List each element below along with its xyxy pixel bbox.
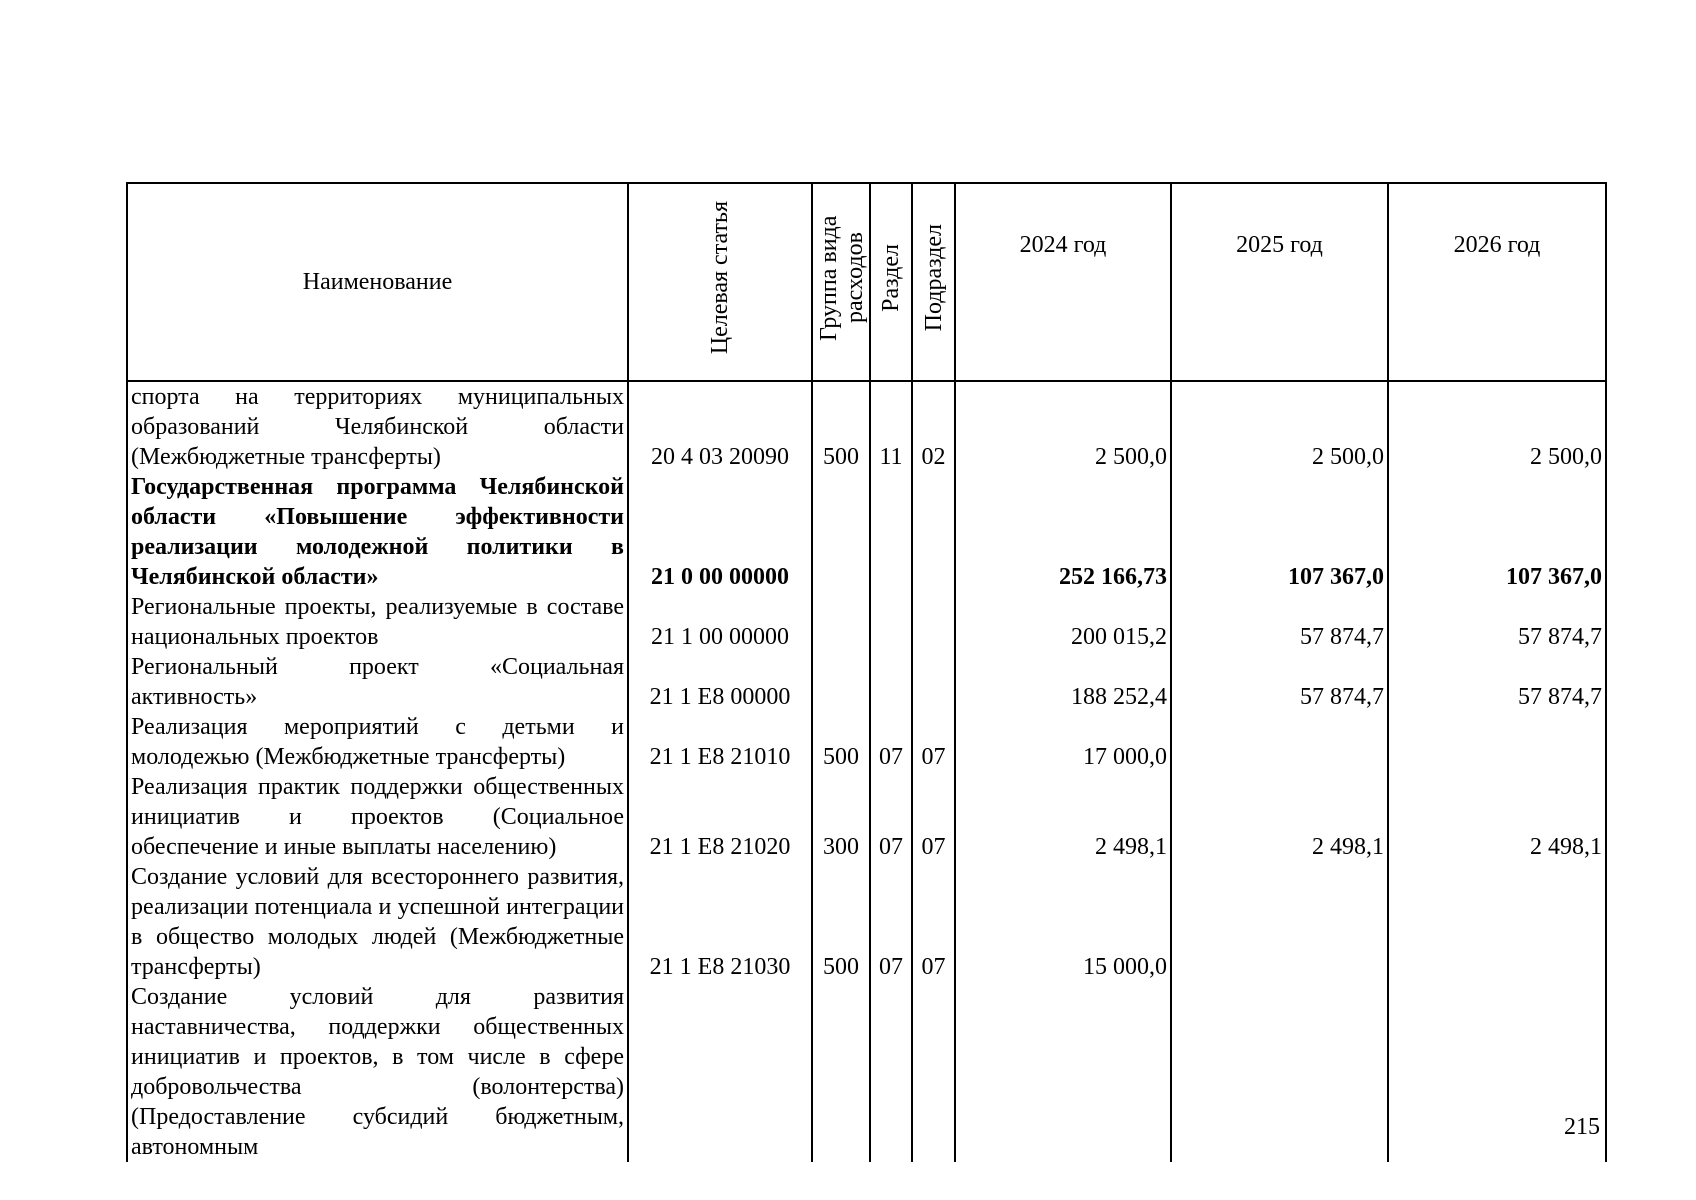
header-section: Раздел	[870, 183, 912, 381]
table-row	[127, 472, 1606, 592]
row-target-article: 21 1 Е8 00000	[628, 652, 812, 712]
row-expense-group: 500	[812, 381, 870, 472]
row-target-article: 21 1 Е8 21010	[628, 712, 812, 772]
row-2026: 2 498,1	[1388, 772, 1606, 862]
row-2026: 107 367,0	[1388, 472, 1606, 592]
table-row	[127, 652, 1606, 712]
row-2026: 57 874,7	[1388, 652, 1606, 712]
row-target-article	[628, 982, 812, 1162]
row-name: Региональные проекты, реализуемые в составе национальных проектов	[127, 592, 628, 652]
header-subsection: Подраздел	[912, 183, 955, 381]
row-expense-group: 500	[812, 862, 870, 982]
row-name: Создание условий для всестороннего развития, реализации потенциала и успешной интеграции в общество молодых людей (Межбюджетные трансферты)	[127, 862, 628, 982]
header-target-article: Целевая статья	[628, 183, 812, 381]
row-name: Реализация мероприятий с детьми и молодежью (Межбюджетные трансферты)	[127, 712, 628, 772]
row-subsection	[912, 982, 955, 1162]
header-2026: 2026 год	[1388, 183, 1606, 381]
row-2024: 188 252,4	[955, 652, 1171, 712]
row-section	[870, 472, 912, 592]
row-section: 11	[870, 381, 912, 472]
row-expense-group	[812, 472, 870, 592]
row-2024: 17 000,0	[955, 712, 1171, 772]
row-target-article: 20 4 03 20090	[628, 381, 812, 472]
row-subsection: 07	[912, 772, 955, 862]
row-2024: 200 015,2	[955, 592, 1171, 652]
row-subsection: 07	[912, 862, 955, 982]
row-target-article: 21 0 00 00000	[628, 472, 812, 592]
row-target-article: 21 1 Е8 21020	[628, 772, 812, 862]
table-row	[127, 381, 1606, 472]
row-2024: 15 000,0	[955, 862, 1171, 982]
row-section	[870, 592, 912, 652]
row-2026: 2 500,0	[1388, 381, 1606, 472]
table-row	[127, 772, 1606, 862]
table-row	[127, 592, 1606, 652]
row-name: Региональный проект «Социальная активность»	[127, 652, 628, 712]
row-name: Создание условий для развития наставничества, поддержки общественных инициатив и проектов, в том числе в сфере добровольчества (волонтерства) (Предоставление субсидий бюджетным, автономным	[127, 982, 628, 1162]
header-2024: 2024 год	[955, 183, 1171, 381]
row-expense-group: 500	[812, 712, 870, 772]
row-2025: 2 500,0	[1171, 381, 1388, 472]
row-2026	[1388, 712, 1606, 772]
row-2025	[1171, 982, 1388, 1162]
row-target-article: 21 1 Е8 21030	[628, 862, 812, 982]
row-2024	[955, 982, 1171, 1162]
header-2025: 2025 год	[1171, 183, 1388, 381]
row-section	[870, 982, 912, 1162]
row-subsection: 07	[912, 712, 955, 772]
table-row	[127, 712, 1606, 772]
row-section: 07	[870, 712, 912, 772]
header-name: Наименование	[127, 183, 628, 381]
page-number: 215	[1564, 1114, 1600, 1140]
row-expense-group	[812, 592, 870, 652]
row-name: Реализация практик поддержки общественных инициатив и проектов (Социальное обеспечение и иные выплаты населению)	[127, 772, 628, 862]
row-2024: 2 498,1	[955, 772, 1171, 862]
row-2025: 57 874,7	[1171, 652, 1388, 712]
row-2024: 2 500,0	[955, 381, 1171, 472]
row-section: 07	[870, 862, 912, 982]
row-2025: 2 498,1	[1171, 772, 1388, 862]
budget-table	[126, 182, 1607, 1162]
row-subsection	[912, 652, 955, 712]
table-row	[127, 862, 1606, 982]
row-subsection: 02	[912, 381, 955, 472]
row-name: Государственная программа Челябинской области «Повышение эффективности реализации молодежной политики в Челябинской области»	[127, 472, 628, 592]
row-target-article: 21 1 00 00000	[628, 592, 812, 652]
row-expense-group	[812, 982, 870, 1162]
row-2026: 57 874,7	[1388, 592, 1606, 652]
row-subsection	[912, 472, 955, 592]
row-2025: 107 367,0	[1171, 472, 1388, 592]
table-header-row	[127, 183, 1606, 381]
row-2025: 57 874,7	[1171, 592, 1388, 652]
row-section	[870, 652, 912, 712]
row-2025	[1171, 712, 1388, 772]
row-expense-group: 300	[812, 772, 870, 862]
row-name: спорта на территориях муниципальных образований Челябинской области (Межбюджетные трансферты)	[127, 381, 628, 472]
table-row	[127, 982, 1606, 1162]
row-section: 07	[870, 772, 912, 862]
header-expense-group: Группа вида расходов	[812, 183, 870, 381]
row-2024: 252 166,73	[955, 472, 1171, 592]
row-2025	[1171, 862, 1388, 982]
row-subsection	[912, 592, 955, 652]
row-2026	[1388, 862, 1606, 982]
row-expense-group	[812, 652, 870, 712]
